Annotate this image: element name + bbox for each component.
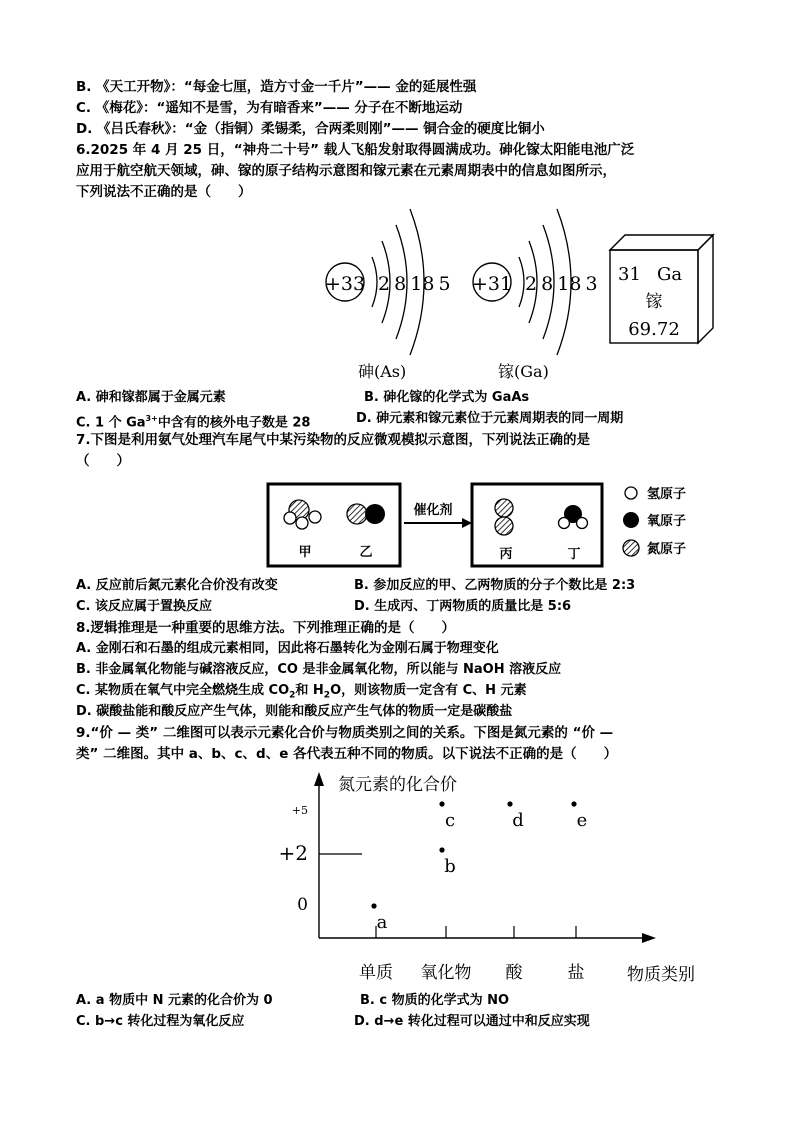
point-c — [439, 801, 444, 806]
legend-oxygen-icon — [623, 512, 639, 528]
label-ding: 丁 — [567, 547, 581, 562]
q6-stem-1: 6.2025 年 4 月 25 日，“神舟二十号” 载人飞船发射取得圆满成功。砷化镓太阳能电池广泛 — [76, 142, 635, 158]
q6-stem-2: 应用于航空航天领域，砷、镓的原子结构示意图和镓元素在元素周期表中的信息如图所示， — [76, 163, 616, 179]
water-molecule — [559, 505, 588, 529]
q8-option-c — [76, 682, 527, 705]
q8-sub-h2o: 2 — [323, 690, 331, 701]
as-electron-shells: 2 8 18 5 — [378, 273, 451, 295]
q9-option-c: C. b→c 转化过程为氧化反应 — [76, 1014, 245, 1029]
nitrogen-molecule — [495, 499, 513, 535]
q7-option-d: D. 生成丙、丁两物质的质量比是 5:6 — [354, 599, 572, 614]
reactant-box — [268, 484, 400, 566]
point-a — [371, 903, 376, 908]
point-label-b: b — [444, 856, 456, 877]
atom-structure-figure — [320, 205, 720, 385]
q8-option-c-part3: O，则该物质一定含有 C、H 元素 — [330, 683, 527, 698]
q7-stem-2: （ ） — [76, 453, 130, 469]
ga-nucleus-charge: +31 — [471, 273, 513, 295]
q5-option-c: C. 《梅花》：“遥知不是雪，为有暗香来”—— 分子在不断地运动 — [76, 100, 463, 116]
x-category-label-1: 氧化物 — [420, 963, 472, 983]
q6-option-a: A. 砷和镓都属于金属元素 — [76, 390, 226, 405]
point-label-d: d — [512, 810, 524, 831]
legend-nitrogen: 氮原子 — [647, 542, 687, 557]
point-b — [439, 847, 444, 852]
label-jia: 甲 — [298, 545, 312, 560]
q6-option-c — [76, 410, 310, 432]
q7-option-b: B. 参加反应的甲、乙两物质的分子个数比是 2:3 — [354, 578, 636, 593]
x-axis-label: 物质类别 — [627, 965, 695, 985]
point-label-c: c — [444, 810, 456, 831]
point-e — [571, 801, 576, 806]
nitric-oxide-molecule — [347, 504, 385, 524]
q6-option-c-pre: C. 1 个 Ga — [76, 415, 146, 431]
x-axis-arrow-icon — [642, 933, 656, 943]
q8-sub-co2: 2 — [289, 690, 296, 701]
ga-electron-shells: 2 8 18 3 — [525, 273, 598, 295]
q9-stem-2: 类” 二维图。其中 a、b、c、d、e 各代表五种不同的物质。以下说法不正确的是（ ） — [76, 746, 618, 762]
cell-element-name: 镓 — [645, 292, 663, 312]
legend-nitrogen-icon — [623, 540, 639, 556]
point-d — [507, 801, 512, 806]
label-bing: 丙 — [499, 547, 513, 562]
q6-option-d: D. 砷元素和镓元素位于元素周期表的同一周期 — [356, 411, 624, 426]
as-label: 砷(As) — [358, 362, 407, 381]
catalyst-label: 催化剂 — [413, 503, 453, 518]
periodic-cell-side — [698, 235, 713, 343]
y-tick-label-0: 0 — [297, 895, 308, 915]
legend-oxygen: 氧原子 — [647, 514, 687, 529]
x-category-label-2: 酸 — [505, 963, 523, 983]
legend-hydrogen-icon — [625, 487, 637, 499]
q8-option-d: D. 碳酸盐能和酸反应产生气体，则能和酸反应产生气体的物质一定是碳酸盐 — [76, 704, 513, 719]
point-label-a: a — [376, 912, 388, 933]
q7-option-c: C. 该反应属于置换反应 — [76, 599, 213, 614]
as-nucleus-charge: +33 — [324, 273, 366, 295]
point-label-e: e — [576, 810, 588, 831]
q8-option-b: B. 非金属氧化物能与碱溶液反应，CO 是非金属氧化物，所以能与 NaOH 溶液反应 — [76, 662, 562, 677]
q9-stem-1: 9.“价 — 类” 二维图可以表示元素化合价与物质类别之间的关系。下图是氮元素的 “价 — — [76, 725, 614, 741]
q6-option-b: B. 砷化镓的化学式为 GaAs — [364, 390, 530, 405]
q9-option-d: D. d→e 转化过程可以通过中和反应实现 — [354, 1014, 590, 1029]
y-axis-arrow-icon — [314, 772, 324, 786]
ammonia-molecule — [284, 500, 321, 529]
q9-option-b: B. c 物质的化学式为 NO — [360, 993, 510, 1008]
q6-option-c-post: 中含有的核外电子数是 28 — [157, 415, 311, 431]
reaction-diagram — [262, 478, 732, 570]
q6-stem-3: 下列说法不正确的是（ ） — [76, 184, 252, 200]
q7-stem-1: 7.下图是利用氨气处理汽车尾气中某污染物的反应微观模拟示意图，下列说法正确的是 — [76, 432, 591, 448]
cell-atomic-mass: 69.72 — [628, 319, 680, 340]
valence-class-chart — [270, 762, 730, 994]
x-category-label-3: 盐 — [567, 963, 585, 983]
q8-stem: 8.逻辑推理是一种重要的思维方法。下列推理正确的是（ ） — [76, 620, 456, 636]
cell-symbol: Ga — [657, 264, 683, 285]
q8-option-c-part2: 和 H — [295, 683, 324, 698]
cell-atomic-number: 31 — [618, 264, 641, 285]
x-category-label-0: 单质 — [359, 963, 393, 983]
q8-option-a: A. 金刚石和石墨的组成元素相同，因此将石墨转化为金刚石属于物理变化 — [76, 641, 499, 656]
q5-option-b: B. 《天工开物》：“每金七厘，造方寸金一千片”—— 金的延展性强 — [76, 79, 477, 95]
y-axis-label: 氮元素的化合价 — [338, 775, 457, 795]
y-tick-label-1: +2 — [278, 841, 308, 865]
q8-option-c-part1: C. 某物质在氧气中完全燃烧生成 CO — [76, 683, 290, 698]
q6-option-c-charge: 3+ — [145, 414, 158, 423]
legend-hydrogen: 氢原子 — [647, 487, 687, 502]
label-yi: 乙 — [359, 545, 373, 560]
q9-option-a: A. a 物质中 N 元素的化合价为 0 — [76, 993, 273, 1008]
periodic-cell-top — [610, 235, 713, 250]
q7-option-a: A. 反应前后氮元素化合价没有改变 — [76, 578, 278, 593]
ga-label: 镓(Ga) — [498, 362, 549, 381]
q5-option-d: D. 《吕氏春秋》：“金（指铜）柔锡柔，合两柔则刚”—— 铜合金的硬度比铜小 — [76, 121, 545, 137]
y-tick-label-2: +5 — [291, 804, 308, 817]
